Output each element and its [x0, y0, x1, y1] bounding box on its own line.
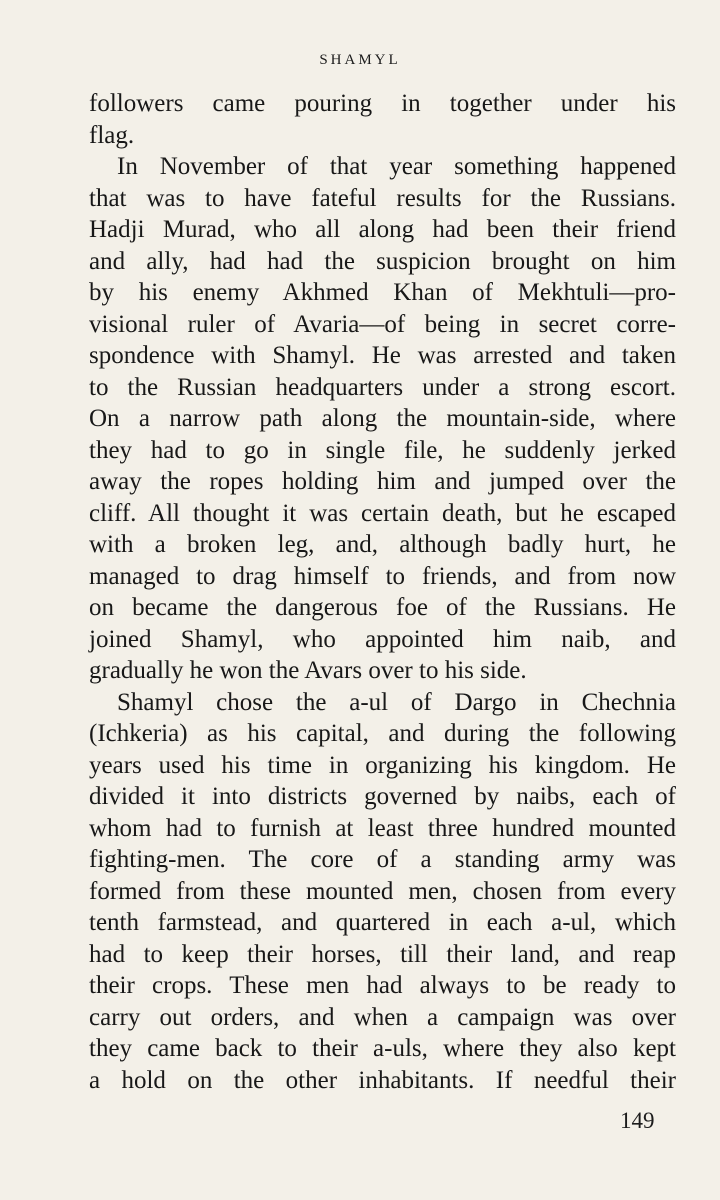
text-line: by his enemy Akhmed Khan of Mekhtuli—pro-	[89, 279, 676, 306]
text-line: away the ropes holding him and jumped over the	[89, 468, 676, 495]
text-line: formed from these mounted men, chosen from every	[89, 877, 676, 905]
text-line: In November of that year something happened	[117, 153, 676, 180]
text-line: flag.	[89, 121, 135, 149]
text-line: had to keep their horses, till their land, and reap	[89, 940, 676, 968]
text-line: tenth farmstead, and quartered in each a-ul, which	[89, 909, 676, 936]
text-line: gradually he won the Avars over to his side.	[89, 657, 527, 684]
text-line: spondence with Shamyl. He was arrested and taken	[89, 342, 676, 369]
text-line: fighting-men. The core of a standing army was	[89, 846, 676, 873]
text-line: a hold on the other inhabitants. If needful their	[89, 1066, 676, 1094]
text-line: joined Shamyl, who appointed him naib, and	[89, 625, 676, 653]
body-text	[89, 88, 676, 1096]
text-line: that was to have fateful results for the Russians.	[89, 184, 676, 212]
text-line: they came back to their a-uls, where they also kept	[89, 1035, 676, 1062]
text-line: they had to go in single file, he suddenly jerked	[89, 436, 676, 464]
text-line: carry out orders, and when a campaign was over	[89, 1003, 676, 1031]
text-line: (Ichkeria) as his capital, and during the following	[89, 720, 676, 747]
text-line: Hadji Murad, who all along had been their friend	[89, 216, 676, 243]
text-line: Shamyl chose the a-ul of Dargo in Chechnia	[117, 688, 676, 716]
text-line: managed to drag himself to friends, and from now	[89, 562, 676, 590]
text-line: to the Russian headquarters under a strong escort.	[89, 373, 676, 401]
text-line: with a broken leg, and, although badly hurt, he	[89, 531, 676, 558]
text-line: on became the dangerous foe of the Russians. He	[89, 594, 676, 621]
text-line: divided it into districts governed by naibs, each of	[89, 783, 676, 810]
text-line: their crops. These men had always to be ready to	[89, 972, 676, 999]
text-line: cliff. All thought it was certain death, but he escaped	[89, 499, 676, 527]
text-line: followers came pouring in together under his	[89, 90, 676, 117]
running-head: SHAMYL	[319, 52, 401, 68]
page-number: 149	[620, 1108, 655, 1133]
text-line: visional ruler of Avaria—of being in secret corre-	[89, 310, 676, 338]
text-line: and ally, had had the suspicion brought on him	[89, 247, 676, 275]
text-line: whom had to furnish at least three hundred mounted	[89, 814, 676, 842]
text-line: On a narrow path along the mountain-side, where	[89, 405, 676, 432]
text-line: years used his time in organizing his kingdom. He	[89, 751, 676, 779]
